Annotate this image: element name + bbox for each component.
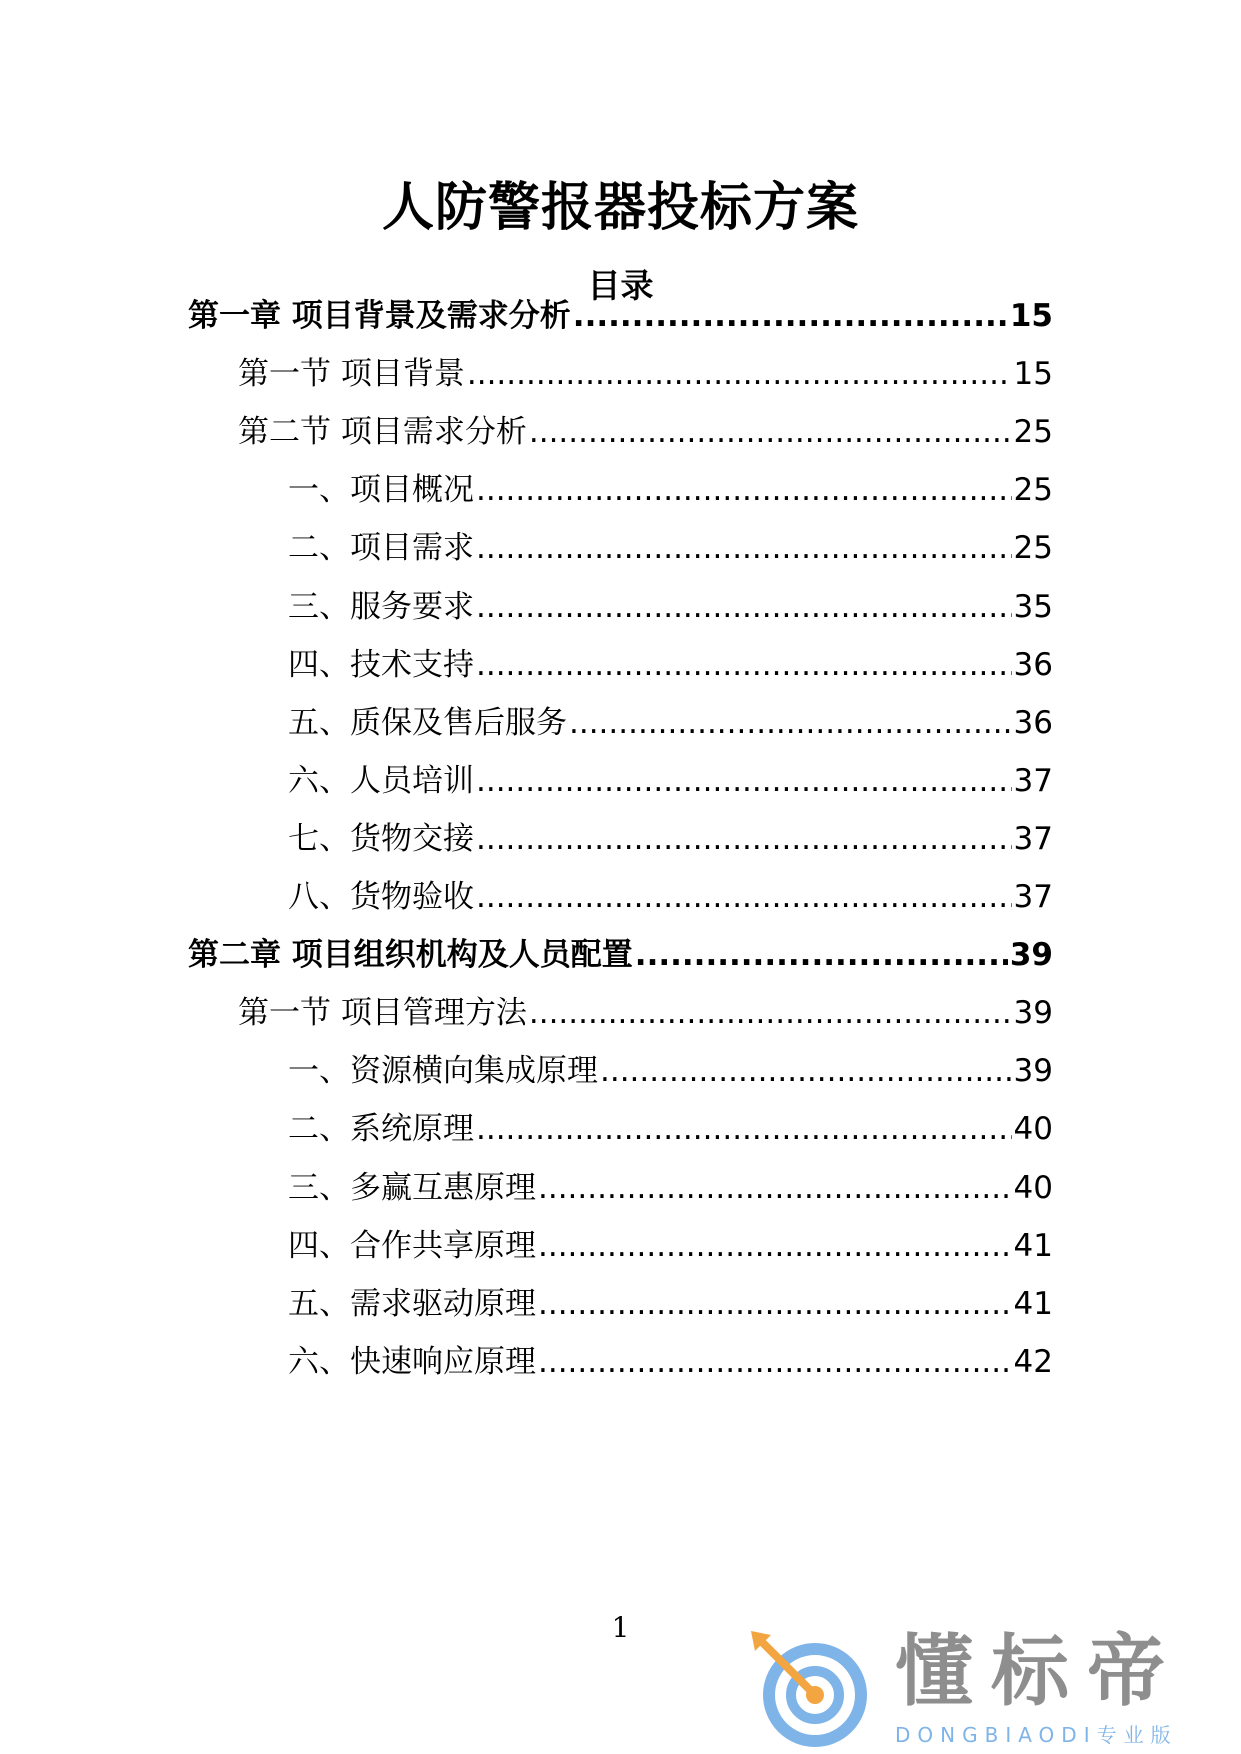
toc-entry-title: 四、技术支持 <box>288 646 474 683</box>
toc-entry-page: 41 <box>1013 1285 1053 1322</box>
toc-dot-leader <box>476 585 1012 629</box>
toc-entry-page: 37 <box>1013 762 1053 799</box>
toc-entry-title: 六、快速响应原理 <box>288 1343 536 1380</box>
toc-dot-leader <box>476 1107 1012 1151</box>
target-dart-icon <box>745 1625 875 1749</box>
toc-dot-leader <box>538 1340 1012 1384</box>
toc-entry-page: 25 <box>1013 472 1053 509</box>
toc-dot-leader <box>529 991 1012 1035</box>
toc-entry[interactable] <box>288 585 1053 629</box>
toc-entry[interactable] <box>238 410 1053 454</box>
toc-entry[interactable] <box>188 294 1053 338</box>
toc-entry[interactable] <box>288 1166 1053 1210</box>
toc-entry-title: 七、货物交接 <box>288 820 474 857</box>
toc-entry[interactable] <box>288 643 1053 687</box>
toc-dot-leader <box>529 410 1012 454</box>
toc-entry-page: 37 <box>1013 879 1053 915</box>
toc-dot-leader <box>476 759 1012 803</box>
toc-dot-leader <box>573 294 1008 338</box>
toc-entry-title: 一、资源横向集成原理 <box>288 1053 598 1090</box>
toc-entry-page: 25 <box>1013 530 1053 567</box>
toc-dot-leader <box>569 701 1012 745</box>
toc-entry-page: 41 <box>1013 1227 1053 1264</box>
toc-entry-page: 15 <box>1009 298 1053 334</box>
toc-heading: 目录 <box>587 266 654 305</box>
toc-dot-leader <box>476 468 1012 512</box>
toc-entry-page: 15 <box>1013 356 1053 393</box>
toc-entry-title: 五、需求驱动原理 <box>288 1285 536 1322</box>
toc-entry-title: 一、项目概况 <box>288 472 474 509</box>
toc-entry-title: 三、多赢互惠原理 <box>288 1169 536 1206</box>
toc-dot-leader <box>467 352 1012 396</box>
toc-dot-leader <box>538 1224 1012 1268</box>
toc-entry[interactable] <box>288 1224 1053 1268</box>
toc-entry-page: 37 <box>1013 820 1053 857</box>
toc-dot-leader <box>476 817 1012 861</box>
toc-entry-page: 39 <box>1009 937 1053 974</box>
toc-entry-title: 六、人员培训 <box>288 762 474 799</box>
toc-entry-title: 三、服务要求 <box>288 588 474 625</box>
toc-entry-page: 42 <box>1013 1343 1053 1380</box>
toc-entry[interactable] <box>188 933 1053 977</box>
toc-entry[interactable] <box>288 1282 1053 1326</box>
toc-entry-title: 第一节 项目背景 <box>238 356 465 393</box>
toc-entry-title: 五、质保及售后服务 <box>288 704 567 741</box>
toc-entry-title: 第一章 项目背景及需求分析 <box>188 298 571 334</box>
toc-entry-title: 二、系统原理 <box>288 1111 474 1148</box>
toc-dot-leader <box>600 1049 1012 1093</box>
toc-dot-leader <box>476 643 1012 687</box>
toc-entry[interactable] <box>288 875 1053 919</box>
toc-entry[interactable] <box>288 526 1053 570</box>
toc-entry-page: 36 <box>1013 646 1053 683</box>
toc-entry-page: 40 <box>1013 1111 1053 1148</box>
toc-entry[interactable] <box>288 1340 1053 1384</box>
toc-entry-page: 39 <box>1013 995 1053 1032</box>
toc-dot-leader <box>635 933 1008 977</box>
toc-dot-leader <box>476 526 1012 570</box>
toc-entry-page: 25 <box>1013 414 1053 451</box>
toc-dot-leader <box>476 875 1012 919</box>
toc-entry-page: 40 <box>1013 1169 1053 1206</box>
toc-entry-title: 第二节 项目需求分析 <box>238 414 527 451</box>
toc-entry[interactable] <box>238 991 1053 1035</box>
page-number: 1 <box>611 1611 630 1644</box>
watermark <box>745 1625 1225 1749</box>
toc-entry[interactable] <box>288 468 1053 512</box>
toc-entry-page: 39 <box>1013 1053 1053 1090</box>
toc-entry[interactable] <box>288 817 1053 861</box>
document-title: 人防警报器投标方案 <box>381 178 859 238</box>
toc-entry[interactable] <box>288 701 1053 745</box>
toc-entry-page: 35 <box>1013 588 1053 625</box>
toc-entry-title: 二、项目需求 <box>288 530 474 567</box>
toc-entry-title: 第二章 项目组织机构及人员配置 <box>188 937 633 974</box>
toc-entry-page: 36 <box>1013 704 1053 741</box>
watermark-sub-text: DONGBIAODI专业版 <box>895 1723 1178 1747</box>
watermark-brand-text: 懂标帝 <box>895 1627 1184 1717</box>
toc-entry-title: 八、货物验收 <box>288 879 474 915</box>
toc-dot-leader <box>538 1166 1012 1210</box>
toc-dot-leader <box>538 1282 1012 1326</box>
toc-entry-title: 第一节 项目管理方法 <box>238 995 527 1032</box>
toc-entry[interactable] <box>288 759 1053 803</box>
toc-entry[interactable] <box>288 1049 1053 1093</box>
toc-entry-title: 四、合作共享原理 <box>288 1227 536 1264</box>
toc-entry[interactable] <box>238 352 1053 396</box>
toc-entry[interactable] <box>288 1107 1053 1151</box>
